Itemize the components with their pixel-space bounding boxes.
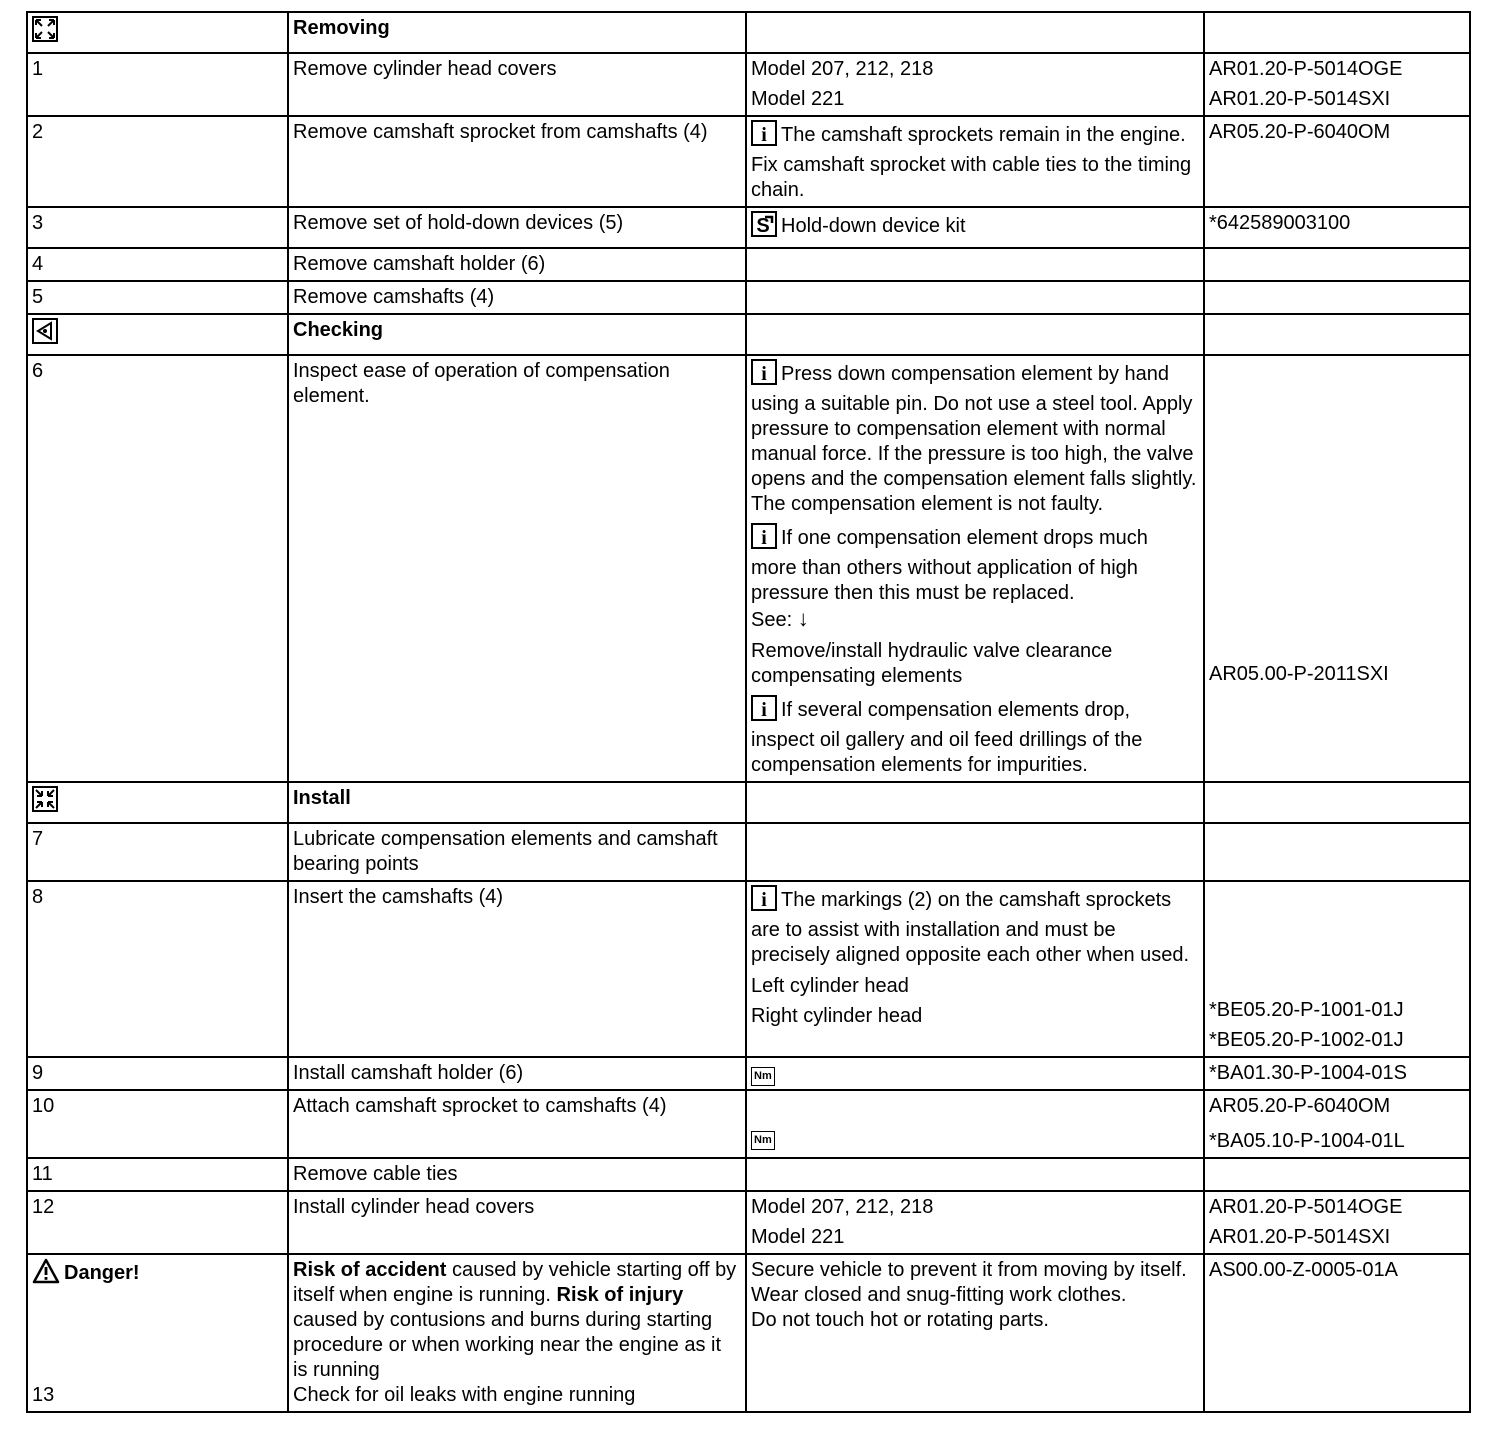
model-text: Model 221 bbox=[751, 88, 845, 110]
table-row-danger bbox=[27, 1254, 1470, 1412]
model-text: Model 207, 212, 218 bbox=[751, 58, 934, 80]
info-text: Press down compensation element by hand using a suitable pin. Do not use a steel tool. Apply pressure to compensation element with normal manual force. If the pressure is too high, the valve opens and the compensation element falls slightly. The compensation element is not faulty. bbox=[751, 363, 1197, 515]
step-action: Inspect ease of operation of compensation element. bbox=[288, 355, 746, 782]
danger-risk-injury: Risk of injury bbox=[556, 1284, 684, 1306]
table-row bbox=[27, 116, 1470, 207]
info-icon bbox=[751, 695, 777, 728]
info-icon bbox=[751, 523, 777, 556]
model-text: Model 207, 212, 218 bbox=[751, 1196, 934, 1218]
part-number-link[interactable]: *642589003100 bbox=[1204, 207, 1470, 248]
section-row-removing bbox=[27, 12, 1470, 53]
install-icon bbox=[32, 786, 58, 819]
table-row bbox=[27, 1090, 1470, 1158]
step-action: Remove camshaft holder (6) bbox=[288, 248, 746, 281]
info-icon bbox=[751, 359, 777, 392]
svg-text:i: i bbox=[761, 527, 767, 549]
step-action: Check for oil leaks with engine running bbox=[293, 1384, 636, 1406]
step-action: Remove camshafts (4) bbox=[288, 281, 746, 314]
step-number: 5 bbox=[27, 281, 288, 314]
step-action: Remove cable ties bbox=[288, 1158, 746, 1191]
reference-link[interactable]: AR05.00-P-2011SXI bbox=[1209, 663, 1389, 685]
danger-risk-accident: Risk of accident bbox=[293, 1259, 447, 1281]
torque-nm-icon: Nm bbox=[751, 1067, 775, 1086]
safety-measure: Do not touch hot or rotating parts. bbox=[751, 1309, 1049, 1331]
section-row-checking bbox=[27, 314, 1470, 355]
info-icon bbox=[751, 885, 777, 918]
reference-link[interactable]: *BA01.30-P-1004-01S bbox=[1204, 1057, 1470, 1090]
checking-icon bbox=[32, 318, 58, 351]
reference-link[interactable]: AR05.20-P-6040OM bbox=[1209, 1095, 1391, 1117]
reference-link[interactable]: AR01.20-P-5014OGE bbox=[1209, 1196, 1403, 1218]
step-action: Remove camshaft sprocket from camshafts (4) bbox=[288, 116, 746, 207]
section-title: Checking bbox=[288, 314, 746, 355]
warning-triangle-icon bbox=[32, 1258, 60, 1291]
reference-link[interactable]: AR05.20-P-6040OM bbox=[1204, 116, 1470, 207]
section-title: Install bbox=[288, 782, 746, 823]
step-action: Remove set of hold-down devices (5) bbox=[288, 207, 746, 248]
reference-link[interactable]: *BA05.10-P-1004-01L bbox=[1209, 1130, 1405, 1152]
step-number: 13 bbox=[32, 1384, 55, 1406]
variant-text: Right cylinder head bbox=[751, 1005, 923, 1027]
info-icon bbox=[751, 120, 777, 153]
reference-link[interactable]: AR01.20-P-5014SXI bbox=[1209, 1226, 1391, 1248]
step-number: 6 bbox=[27, 355, 288, 782]
info-text: The camshaft sprockets remain in the engine. Fix camshaft sprocket with cable ties to the timing chain. bbox=[751, 124, 1192, 201]
step-number: 7 bbox=[27, 823, 288, 881]
tool-text: Hold-down device kit bbox=[781, 215, 966, 237]
step-action: Lubricate compensation elements and camshaft bearing points bbox=[288, 823, 746, 881]
reference-link[interactable]: AR01.20-P-5014SXI bbox=[1209, 88, 1391, 110]
table-row bbox=[27, 207, 1470, 248]
step-action: Install cylinder head covers bbox=[288, 1191, 746, 1254]
svg-text:i: i bbox=[761, 889, 767, 911]
reference-link[interactable]: AR01.20-P-5014OGE bbox=[1209, 58, 1403, 80]
reference-title[interactable]: Remove/install hydraulic valve clearance compensating elements bbox=[751, 640, 1113, 687]
info-text: If one compensation element drops much more than others without application of high pressure then this must be replaced. bbox=[751, 527, 1148, 604]
danger-text: Risk of accident caused by vehicle starting off by itself when engine is running. Risk of injury caused by contusions and burns during starting procedure or when working near the engine as it is running bbox=[293, 1259, 737, 1381]
table-row bbox=[27, 881, 1470, 1057]
see-label: See: bbox=[751, 609, 793, 631]
svg-text:i: i bbox=[761, 699, 767, 721]
step-number: 3 bbox=[27, 207, 288, 248]
table-row bbox=[27, 281, 1470, 314]
step-number: 12 bbox=[27, 1191, 288, 1254]
safety-measure: Secure vehicle to prevent it from moving by itself. bbox=[751, 1259, 1187, 1281]
info-text: The markings (2) on the camshaft sprockets are to assist with installation and must be precisely aligned opposite each other when used. bbox=[751, 889, 1190, 966]
table-row bbox=[27, 1191, 1470, 1254]
removing-icon bbox=[32, 16, 58, 49]
variant-text: Left cylinder head bbox=[751, 975, 909, 997]
svg-text:i: i bbox=[761, 363, 767, 385]
table-row bbox=[27, 53, 1470, 116]
reference-link[interactable]: *BE05.20-P-1002-01J bbox=[1209, 1029, 1404, 1051]
table-row bbox=[27, 1057, 1470, 1090]
section-row-install bbox=[27, 782, 1470, 823]
svg-text:S: S bbox=[756, 215, 770, 237]
step-number: 1 bbox=[27, 53, 288, 116]
step-action: Install camshaft holder (6) bbox=[288, 1057, 746, 1090]
step-number: 2 bbox=[27, 116, 288, 207]
special-tool-icon bbox=[751, 211, 777, 244]
table-row bbox=[27, 1158, 1470, 1191]
step-action: Insert the camshafts (4) bbox=[288, 881, 746, 1057]
step-number: 4 bbox=[27, 248, 288, 281]
step-action: Attach camshaft sprocket to camshafts (4) bbox=[288, 1090, 746, 1158]
reference-link[interactable]: *BE05.20-P-1001-01J bbox=[1209, 999, 1404, 1021]
arrow-down-icon: ↓ bbox=[797, 606, 809, 631]
procedure-table bbox=[26, 11, 1471, 1413]
step-action: Remove cylinder head covers bbox=[288, 53, 746, 116]
danger-label: Danger! bbox=[64, 1262, 140, 1284]
safety-measure: Wear closed and snug-fitting work clothes. bbox=[751, 1284, 1127, 1306]
model-text: Model 221 bbox=[751, 1226, 845, 1248]
table-row bbox=[27, 823, 1470, 881]
section-title: Removing bbox=[288, 12, 746, 53]
svg-text:i: i bbox=[761, 124, 767, 146]
step-number: 11 bbox=[27, 1158, 288, 1191]
torque-nm-icon: Nm bbox=[751, 1131, 775, 1150]
step-number: 8 bbox=[27, 881, 288, 1057]
table-row bbox=[27, 355, 1470, 782]
step-number: 10 bbox=[27, 1090, 288, 1158]
reference-link[interactable]: AS00.00-Z-0005-01A bbox=[1204, 1254, 1470, 1412]
info-text: If several compensation elements drop, inspect oil gallery and oil feed drillings of the compensation elements for impurities. bbox=[751, 699, 1143, 776]
table-row bbox=[27, 248, 1470, 281]
step-number: 9 bbox=[27, 1057, 288, 1090]
